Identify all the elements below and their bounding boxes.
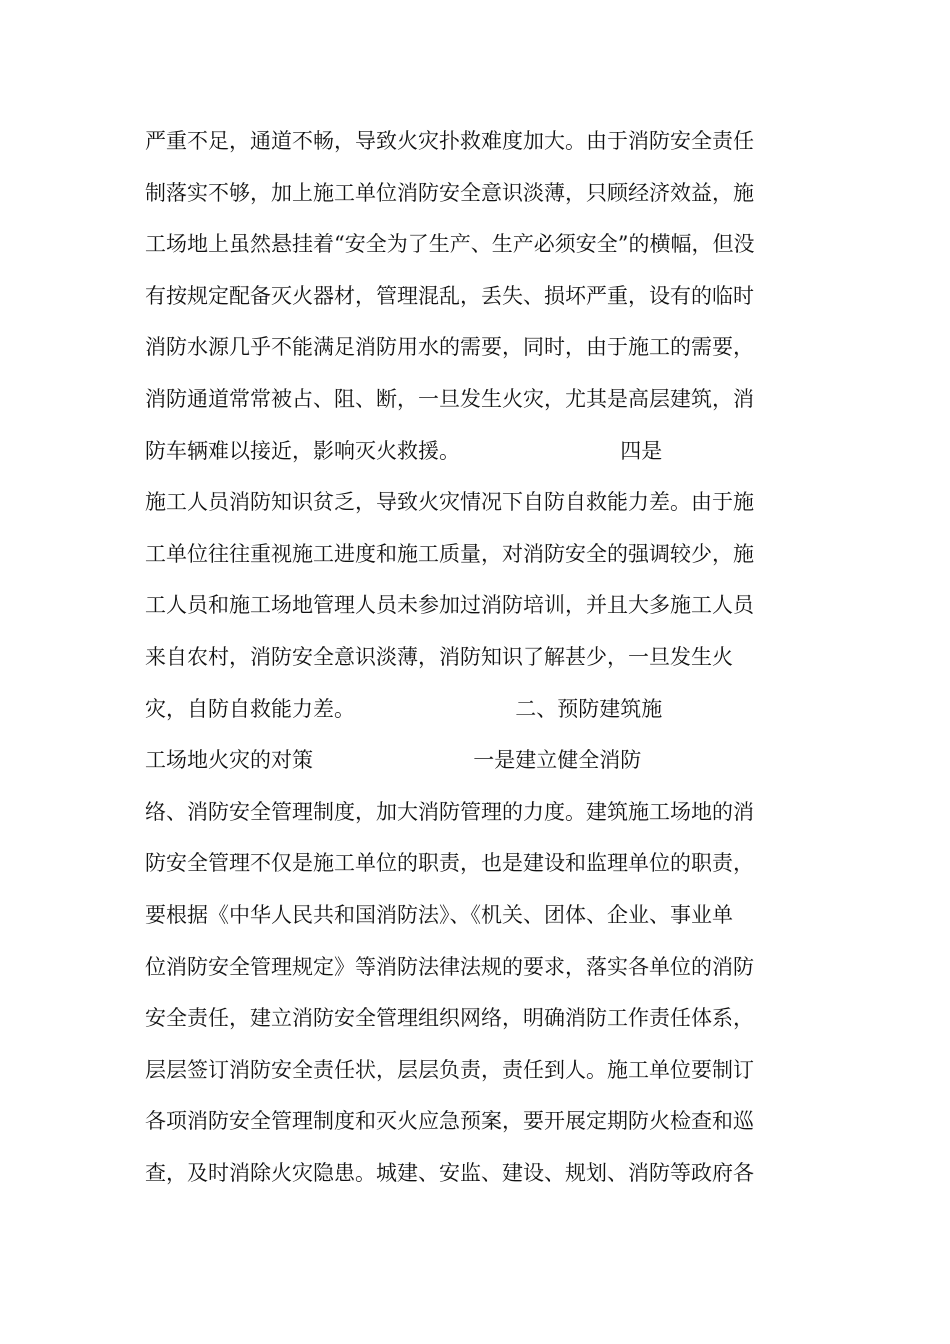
text-line: 工人员和施工场地管理人员未参加过消防培训，并且大多施工人员 bbox=[145, 593, 754, 618]
text-line: 严重不足，通道不畅，导致火灾扑救难度加大。由于消防安全责任 bbox=[145, 129, 754, 153]
text-line: 查，及时消除火灾隐患。城建、安监、建设、规划、消防等政府各 bbox=[145, 1160, 754, 1185]
text-line: 位消防安全管理规定》等消防法律法规的要求，落实各单位的消防 bbox=[145, 954, 754, 979]
text-line: 层层签订消防安全责任状，层层负责，责任到人。施工单位要制订 bbox=[145, 1057, 754, 1082]
text-line: 消防水源几乎不能满足消防用水的需要，同时，由于施工的需要， bbox=[145, 335, 754, 360]
text-line: 制落实不够，加上施工单位消防安全意识淡薄，只顾经济效益，施 bbox=[145, 180, 754, 205]
body-text bbox=[145, 116, 805, 1199]
text-line: 消防通道常常被占、阻、断，一旦发生火灾，尤其是高层建筑，消 bbox=[145, 386, 754, 411]
text-line: 来自农村，消防安全意识淡薄，消防知识了解甚少，一旦发生火 bbox=[145, 644, 733, 669]
text-line: 各项消防安全管理制度和灭火应急预案，要开展定期防火检查和巡 bbox=[145, 1109, 754, 1134]
text-line: 络、消防安全管理制度，加大消防管理的力度。建筑施工场地的消 bbox=[145, 799, 754, 824]
text-line: 工单位往往重视施工进度和施工质量，对消防安全的强调较少，施 bbox=[145, 541, 754, 566]
text-line: 防车辆难以接近，影响灭火救援。 四是 bbox=[145, 438, 663, 463]
text-line: 灾，自防自救能力差。 二、预防建筑施 bbox=[145, 696, 663, 721]
text-line: 要根据《中华人民共和国消防法》、《机关、团体、企业、事业单 bbox=[145, 902, 733, 927]
text-line: 有按规定配备灭火器材，管理混乱，丢失、损坏严重，设有的临时 bbox=[145, 283, 754, 308]
text-line: 安全责任，建立消防安全管理组织网络，明确消防工作责任体系， bbox=[145, 1006, 754, 1031]
text-line: 工场地火灾的对策 一是建立健全消防 bbox=[145, 748, 642, 773]
text-line: 施工人员消防知识贫乏，导致火灾情况下自防自救能力差。由于施 bbox=[145, 490, 754, 515]
text-line: 防安全管理不仅是施工单位的职责，也是建设和监理单位的职责， bbox=[145, 851, 754, 876]
text-line: 工场地上虽然悬挂着“安全为了生产、生产必须安全”的横幅，但没 bbox=[145, 232, 755, 257]
